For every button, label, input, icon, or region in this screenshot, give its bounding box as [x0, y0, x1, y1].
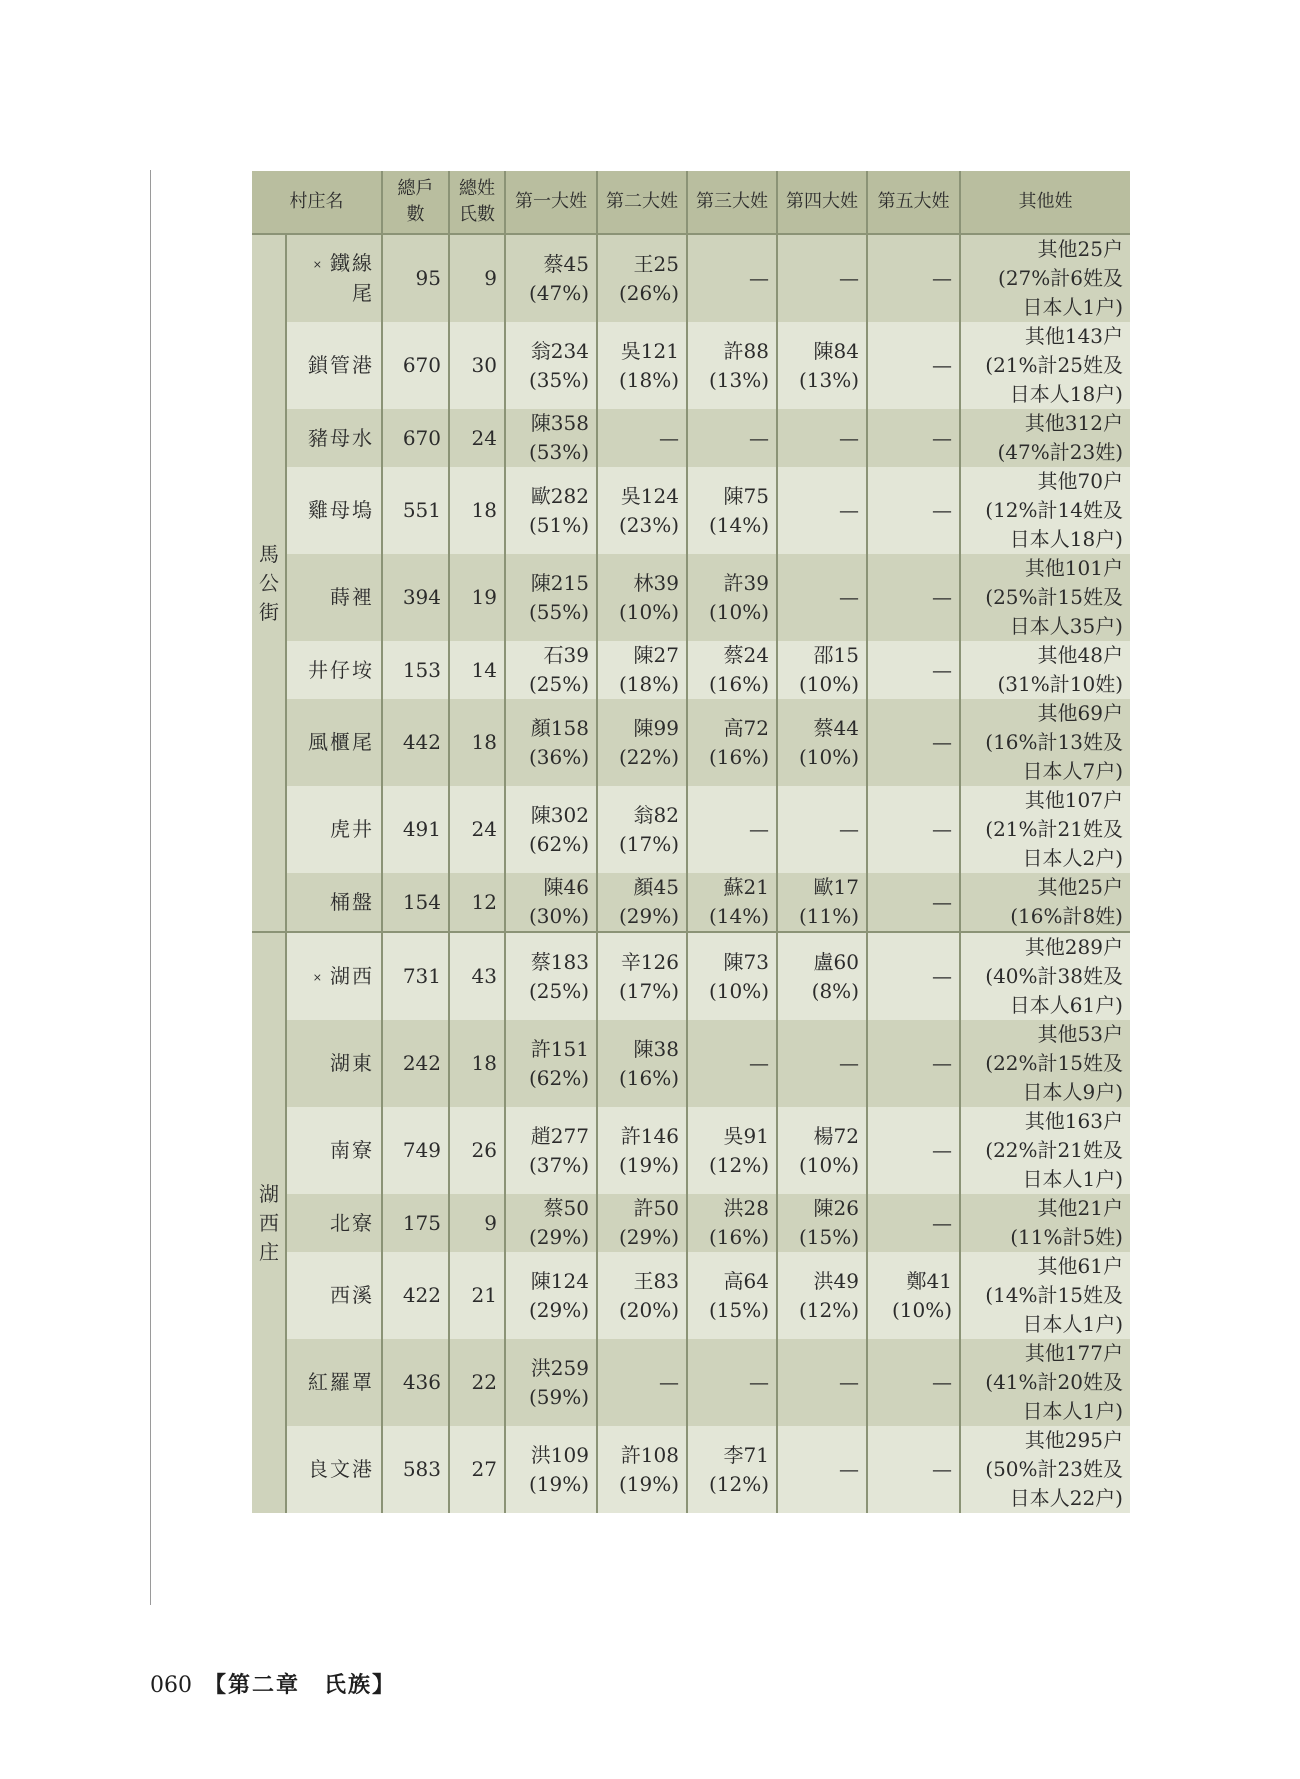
village-name-cell [286, 1107, 382, 1194]
surname-5-cell: — [867, 1339, 960, 1426]
surname-2-cell: 林39 (10%) [597, 554, 687, 641]
surname-3-cell: — [687, 234, 777, 322]
households-cell: 442 [382, 699, 449, 786]
table-row [252, 641, 1130, 699]
village-name-cell [286, 234, 382, 322]
surname-2-cell: 陳27 (18%) [597, 641, 687, 699]
admin-center-marker: × [312, 970, 324, 984]
col-header-s3: 第三大姓 [687, 171, 777, 234]
surname-2-cell: 許146 (19%) [597, 1107, 687, 1194]
col-header-village: 村庄名 [252, 171, 382, 234]
households-cell: 749 [382, 1107, 449, 1194]
surname-4-cell: 陳26 (15%) [777, 1194, 867, 1252]
households-cell: 394 [382, 554, 449, 641]
village-name-cell [286, 1194, 382, 1252]
village-name: 南寮 [330, 1138, 374, 1162]
col-header-s2: 第二大姓 [597, 171, 687, 234]
households-cell: 95 [382, 234, 449, 322]
village-name-cell [286, 1252, 382, 1339]
surname-5-cell: — [867, 873, 960, 932]
village-name: 虎井 [330, 817, 374, 841]
surname-4-cell: 陳84 (13%) [777, 322, 867, 409]
village-name-cell [286, 554, 382, 641]
surname-2-cell: 陳99 (22%) [597, 699, 687, 786]
surname-2-cell: 許108 (19%) [597, 1426, 687, 1513]
households-cell: 175 [382, 1194, 449, 1252]
village-name-cell [286, 409, 382, 467]
surname-3-cell: 李71 (12%) [687, 1426, 777, 1513]
surname-5-cell: — [867, 1426, 960, 1513]
surname-4-cell: — [777, 554, 867, 641]
households-cell: 731 [382, 932, 449, 1020]
households-cell: 551 [382, 467, 449, 554]
surname-5-cell: — [867, 554, 960, 641]
surname-1-cell: 趙277 (37%) [505, 1107, 597, 1194]
surname-4-cell: 歐17 (11%) [777, 873, 867, 932]
other-surnames-cell: 其他107户 (21%計21姓及 日本人2户) [960, 786, 1130, 873]
surname-2-cell: 辛126 (17%) [597, 932, 687, 1020]
surname-2-cell: 許50 (29%) [597, 1194, 687, 1252]
surname-2-cell: 王83 (20%) [597, 1252, 687, 1339]
table-row [252, 1194, 1130, 1252]
surname-5-cell: — [867, 699, 960, 786]
col-header-s5: 第五大姓 [867, 171, 960, 234]
header-row [252, 171, 1130, 234]
surname-4-cell: 邵15 (10%) [777, 641, 867, 699]
surname-5-cell: — [867, 322, 960, 409]
surname-1-cell: 洪259 (59%) [505, 1339, 597, 1426]
surname-3-cell: 洪28 (16%) [687, 1194, 777, 1252]
surname-3-cell: 高64 (15%) [687, 1252, 777, 1339]
other-surnames-cell: 其他312户 (47%計23姓) [960, 409, 1130, 467]
surname-count-cell: 12 [449, 873, 505, 932]
table-row [252, 322, 1130, 409]
village-name: 鎖管港 [308, 353, 374, 377]
margin-rule [150, 170, 151, 1605]
households-cell: 422 [382, 1252, 449, 1339]
table-row [252, 786, 1130, 873]
surname-count-cell: 24 [449, 786, 505, 873]
surname-1-cell: 蔡45 (47%) [505, 234, 597, 322]
table-row [252, 873, 1130, 932]
other-surnames-cell: 其他163户 (22%計21姓及 日本人1户) [960, 1107, 1130, 1194]
other-surnames-cell: 其他295户 (50%計23姓及 日本人22户) [960, 1426, 1130, 1513]
surname-2-cell: 吳121 (18%) [597, 322, 687, 409]
village-name-cell [286, 1426, 382, 1513]
village-name: 北寮 [330, 1210, 374, 1235]
district-label: 馬 公 街 [252, 234, 286, 932]
table-row [252, 699, 1130, 786]
other-surnames-cell: 其他177户 (41%計20姓及 日本人1户) [960, 1339, 1130, 1426]
surname-4-cell: — [777, 1339, 867, 1426]
village-name-cell [286, 932, 382, 1020]
surname-count-cell: 18 [449, 467, 505, 554]
col-header-surname-count: 總姓 氏數 [449, 171, 505, 234]
village-name-cell [286, 1339, 382, 1426]
other-surnames-cell: 其他143户 (21%計25姓及 日本人18户) [960, 322, 1130, 409]
chapter-title: 【第二章 氏族】 [204, 1672, 397, 1698]
village-name-cell [286, 322, 382, 409]
surname-1-cell: 陳302 (62%) [505, 786, 597, 873]
surname-5-cell: 鄭41 (10%) [867, 1252, 960, 1339]
surname-1-cell: 陳124 (29%) [505, 1252, 597, 1339]
surname-3-cell: 陳73 (10%) [687, 932, 777, 1020]
other-surnames-cell: 其他61户 (14%計15姓及 日本人1户) [960, 1252, 1130, 1339]
surname-count-cell: 24 [449, 409, 505, 467]
village-name: 良文港 [308, 1457, 374, 1481]
surname-3-cell: 蘇21 (14%) [687, 873, 777, 932]
surname-3-cell: — [687, 1020, 777, 1107]
surname-5-cell: — [867, 409, 960, 467]
surname-count-cell: 9 [449, 1194, 505, 1252]
table-row [252, 467, 1130, 554]
surname-5-cell: — [867, 641, 960, 699]
surname-4-cell: 洪49 (12%) [777, 1252, 867, 1339]
surname-3-cell: 陳75 (14%) [687, 467, 777, 554]
village-name: 風櫃尾 [308, 730, 374, 754]
surname-count-cell: 18 [449, 1020, 505, 1107]
households-cell: 491 [382, 786, 449, 873]
table-row [252, 1252, 1130, 1339]
district-label: 湖 西 庄 [252, 932, 286, 1513]
table-row [252, 1339, 1130, 1426]
surname-1-cell: 陳46 (30%) [505, 873, 597, 932]
surname-count-cell: 26 [449, 1107, 505, 1194]
table-row [252, 1020, 1130, 1107]
table-row [252, 932, 1130, 1020]
surname-5-cell: — [867, 1020, 960, 1107]
surname-2-cell: 陳38 (16%) [597, 1020, 687, 1107]
village-name: 蒔裡 [330, 585, 374, 609]
table-row [252, 554, 1130, 641]
surname-count-cell: 18 [449, 699, 505, 786]
surname-1-cell: 陳215 (55%) [505, 554, 597, 641]
surname-4-cell: 蔡44 (10%) [777, 699, 867, 786]
village-name: 湖東 [330, 1051, 374, 1075]
col-header-households: 總戶 數 [382, 171, 449, 234]
surname-5-cell: — [867, 1194, 960, 1252]
surname-3-cell: 吳91 (12%) [687, 1107, 777, 1194]
surname-5-cell: — [867, 786, 960, 873]
surname-count-cell: 22 [449, 1339, 505, 1426]
surname-3-cell: 高72 (16%) [687, 699, 777, 786]
village-name-cell [286, 699, 382, 786]
surname-3-cell: — [687, 786, 777, 873]
households-cell: 583 [382, 1426, 449, 1513]
surname-3-cell: 許88 (13%) [687, 322, 777, 409]
surname-table [252, 171, 1130, 1513]
surname-1-cell: 洪109 (19%) [505, 1426, 597, 1513]
village-name-cell [286, 467, 382, 554]
page-footer [150, 1668, 396, 1699]
surname-1-cell: 蔡50 (29%) [505, 1194, 597, 1252]
village-name-cell [286, 1020, 382, 1107]
households-cell: 153 [382, 641, 449, 699]
surname-2-cell: — [597, 1339, 687, 1426]
households-cell: 436 [382, 1339, 449, 1426]
surname-3-cell: — [687, 409, 777, 467]
other-surnames-cell: 其他289户 (40%計38姓及 日本人61户) [960, 932, 1130, 1020]
surname-5-cell: — [867, 932, 960, 1020]
surname-1-cell: 陳358 (53%) [505, 409, 597, 467]
surname-count-cell: 21 [449, 1252, 505, 1339]
village-name: 西溪 [330, 1283, 374, 1307]
other-surnames-cell: 其他25户 (27%計6姓及 日本人1户) [960, 234, 1130, 322]
surname-4-cell: — [777, 786, 867, 873]
col-header-s4: 第四大姓 [777, 171, 867, 234]
surname-1-cell: 顏158 (36%) [505, 699, 597, 786]
surname-4-cell: — [777, 467, 867, 554]
surname-1-cell: 蔡183 (25%) [505, 932, 597, 1020]
surname-count-cell: 43 [449, 932, 505, 1020]
surname-4-cell: — [777, 409, 867, 467]
col-header-others: 其他姓 [960, 171, 1130, 234]
village-name: 井仔垵 [308, 657, 374, 682]
village-name: 桶盤 [330, 889, 374, 914]
surname-5-cell: — [867, 234, 960, 322]
surname-1-cell: 許151 (62%) [505, 1020, 597, 1107]
surname-5-cell: — [867, 467, 960, 554]
surname-3-cell: — [687, 1339, 777, 1426]
page-number: 060 [150, 1673, 192, 1698]
table-body [252, 234, 1130, 1513]
households-cell: 154 [382, 873, 449, 932]
table-row [252, 1107, 1130, 1194]
other-surnames-cell: 其他70户 (12%計14姓及 日本人18户) [960, 467, 1130, 554]
surname-1-cell: 歐282 (51%) [505, 467, 597, 554]
surname-count-cell: 30 [449, 322, 505, 409]
surname-4-cell: 楊72 (10%) [777, 1107, 867, 1194]
surname-2-cell: 顏45 (29%) [597, 873, 687, 932]
village-name-cell [286, 786, 382, 873]
village-name: 雞母塢 [308, 498, 374, 522]
surname-2-cell: — [597, 409, 687, 467]
surname-3-cell: 蔡24 (16%) [687, 641, 777, 699]
surname-count-cell: 9 [449, 234, 505, 322]
surname-4-cell: 盧60 (8%) [777, 932, 867, 1020]
other-surnames-cell: 其他48户 (31%計10姓) [960, 641, 1130, 699]
surname-4-cell: — [777, 1020, 867, 1107]
surname-4-cell: — [777, 234, 867, 322]
village-name: 紅羅罩 [308, 1370, 374, 1394]
surname-1-cell: 石39 (25%) [505, 641, 597, 699]
surname-2-cell: 王25 (26%) [597, 234, 687, 322]
admin-center-marker: × [312, 258, 324, 271]
other-surnames-cell: 其他25户 (16%計8姓) [960, 873, 1130, 932]
table-row [252, 409, 1130, 467]
village-name: 豬母水 [308, 425, 374, 450]
surname-2-cell: 翁82 (17%) [597, 786, 687, 873]
households-cell: 670 [382, 322, 449, 409]
village-name-cell [286, 873, 382, 932]
village-name: 湖西 [330, 963, 374, 988]
surname-4-cell: — [777, 1426, 867, 1513]
surname-count-cell: 27 [449, 1426, 505, 1513]
village-name-cell [286, 641, 382, 699]
surname-1-cell: 翁234 (35%) [505, 322, 597, 409]
other-surnames-cell: 其他53户 (22%計15姓及 日本人9户) [960, 1020, 1130, 1107]
surname-count-cell: 14 [449, 641, 505, 699]
other-surnames-cell: 其他69户 (16%計13姓及 日本人7户) [960, 699, 1130, 786]
surname-5-cell: — [867, 1107, 960, 1194]
surname-3-cell: 許39 (10%) [687, 554, 777, 641]
other-surnames-cell: 其他21户 (11%計5姓) [960, 1194, 1130, 1252]
other-surnames-cell: 其他101户 (25%計15姓及 日本人35户) [960, 554, 1130, 641]
col-header-s1: 第一大姓 [505, 171, 597, 234]
households-cell: 242 [382, 1020, 449, 1107]
village-name: 鐵線尾 [330, 251, 374, 305]
surname-count-cell: 19 [449, 554, 505, 641]
households-cell: 670 [382, 409, 449, 467]
table-row [252, 1426, 1130, 1513]
surname-2-cell: 吳124 (23%) [597, 467, 687, 554]
table-row [252, 234, 1130, 322]
